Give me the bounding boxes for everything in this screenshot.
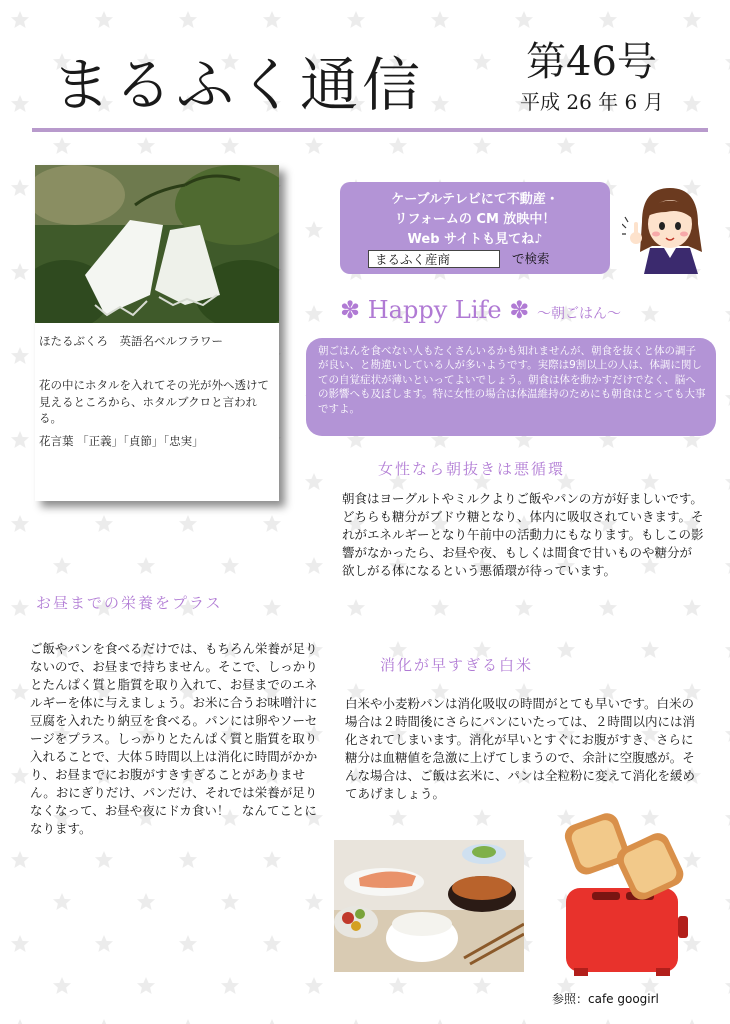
cable-tv-notice: [340, 182, 610, 274]
issue-date: 平成 26 年 6 月: [520, 90, 664, 114]
search-term-box: まるふく産商: [368, 250, 500, 268]
cable-line-2: リフォームの CM 放映中！: [394, 212, 556, 227]
happy-life-subtitle: ～朝ごはん～: [536, 306, 621, 322]
happy-life-title: ✽ Happy Life ✽: [340, 296, 530, 324]
flower-description: 花の中にホタルを入れてその光が外へ透けて見えるところから、ホタルブクロと言われる。: [39, 378, 269, 426]
source-credit: 参照：cafe googirl: [552, 992, 659, 1006]
section-body-morning-skip: 朝食はヨーグルトやミルクよりご飯やパンの方が好ましいです。どちらも糖分がブドウ糖となり、体内に吸収されていきます。それがエネルギーとなり午前中の活動力にもなります。もしこの影響がなかったら、お昼や夜、もしくは間食で甘いものや糖分が欲しがる体になるという悪循環が待っています。: [342, 491, 704, 578]
cable-line-3: Web サイトも見てね♪: [407, 232, 543, 247]
intro-text: 朝ごはんを食べない人もたくさんいるかも知れませんが、朝食を抜くと体の調子が良い、と勘違いしている人が多いようです。実際は9割以上の人は、体調に関しての自覚症状が薄いといってよいでしょう。朝食は体を動かすだけでなく、脳への影響へも及ぼします。特に女性の場合は体温維持のためにも朝食はとっても大事ですよ。: [318, 345, 706, 415]
search-suffix: で検索: [512, 251, 550, 266]
intro-box: [306, 338, 716, 436]
section-heading-white-rice: 消化が早すぎる白米: [380, 656, 534, 674]
section-body-white-rice: 白米や小麦粉パンは消化吸収の時間がとても早いです。白米の場合は２時間後にさらにパンにいたっては、２時間以内には消化されてしまいます。消化が早いとすぐにお腹がすき、さらに糖分は血糖値を急激に上げてしまうので、余計に空腹感が。そんな場合は、ご飯は玄米に、パンは全粒粉に変えて消化を緩めてあげましょう。: [345, 696, 696, 801]
flower-caption: ほたるぶくろ 英語名ベルフラワー: [39, 334, 223, 348]
section-heading-nutrition: お昼までの栄養をプラス: [36, 594, 223, 612]
bellflower-photo: [35, 165, 279, 323]
issue-number: 第46号: [526, 39, 657, 85]
flower-words: 花言葉 「正義」「貞節」「忠実」: [39, 434, 204, 448]
section-heading-morning-skip: 女性なら朝抜きは悪循環: [378, 460, 566, 478]
cable-line-1: ケーブルテレビにて不動産・: [391, 192, 559, 207]
toaster-illustration: [556, 808, 706, 978]
header-divider: [32, 128, 708, 132]
happy-life-heading: [340, 296, 621, 324]
section-body-nutrition: ご飯やパンを食べるだけでは、もちろん栄養が足りないので、お昼まで持ちません。そこで、しっかりとたんぱく質と脂質を取り入れて、お昼までのエネルギーを体に与えましょう。お米に合うお味噌汁に豆腐を入れたり納豆を食べる。パンには卵やソーセージをプラス。しっかりとたんぱく質と脂質を取り入れることで、大体５時間以上は消化に時間がかかり、お昼までにお腹がすきすぎることがありません。おにぎりだけ、パンだけ、それでは栄養が足りなくなって、お昼や夜にドカ食い！ なんてことになります。: [30, 641, 318, 836]
newsletter-title: まるふく通信: [52, 51, 425, 119]
japanese-breakfast-photo: [334, 840, 524, 972]
girl-pointing-illustration: [622, 182, 712, 274]
flower-card: [35, 165, 279, 501]
